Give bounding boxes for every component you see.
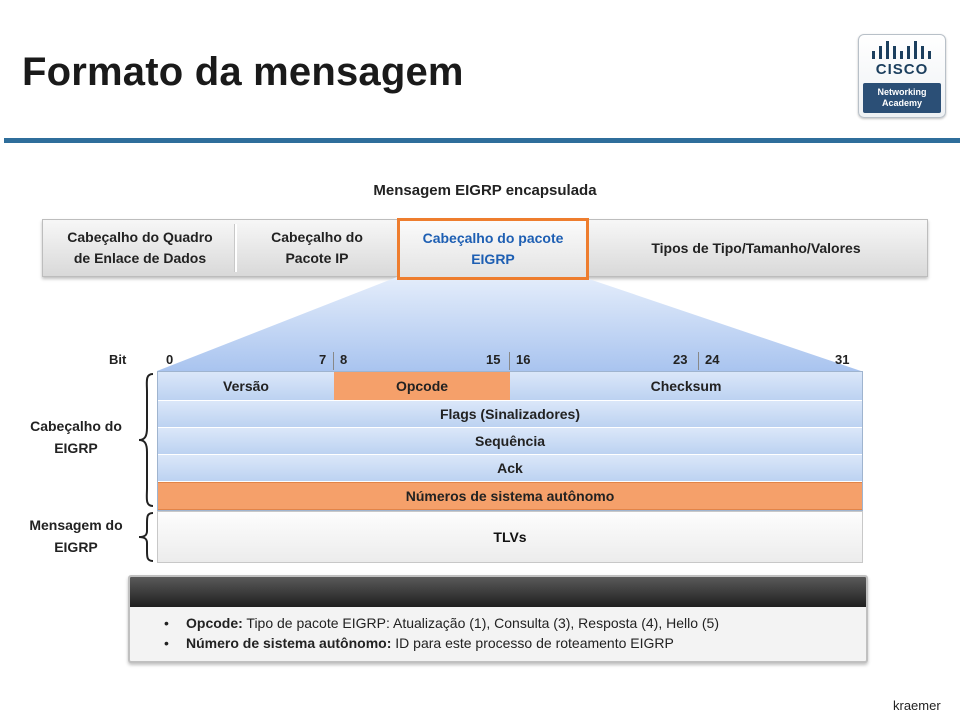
- field-as-numbers: Números de sistema autônomo: [158, 482, 862, 510]
- cisco-wordmark: CISCO: [875, 61, 929, 78]
- bit-31: 31: [835, 352, 850, 367]
- bit-7: 7: [319, 352, 327, 367]
- author-credit: kraemer: [893, 698, 941, 713]
- academy-line-1: Networking: [877, 87, 927, 97]
- note-as-number-text: ID para este processo de roteamento EIGRP: [391, 635, 674, 651]
- field-checksum: Checksum: [650, 378, 722, 394]
- eigrp-header-highlight: [397, 218, 589, 280]
- field-version: Versão: [223, 378, 269, 394]
- bit-24: 24: [705, 352, 720, 367]
- bit-tick: [333, 352, 334, 370]
- header-side-line-1: Cabeçalho do: [30, 418, 122, 434]
- tlv-types-cell: Tipos de Tipo/Tamanho/Valores: [651, 239, 861, 256]
- note-as-number-term: Número de sistema autônomo:: [186, 635, 392, 651]
- bit-tick: [509, 352, 510, 370]
- field-opcode: Opcode: [334, 372, 510, 400]
- bit-16: 16: [516, 352, 531, 367]
- field-tlvs: TLVs: [157, 511, 863, 563]
- field-flags: Flags (Sinalizadores): [158, 401, 862, 428]
- page-title: Formato da mensagem: [22, 50, 464, 94]
- encapsulated-title: Mensagem EIGRP encapsulada: [373, 182, 597, 199]
- eigrp-header-line-1: Cabeçalho do pacote: [422, 230, 564, 246]
- bit-label: Bit: [109, 352, 127, 367]
- field-row-1: [158, 372, 862, 401]
- eigrp-header-fields: [157, 371, 863, 511]
- bit-tick: [698, 352, 699, 370]
- frame-header-line-1: Cabeçalho do Quadro: [67, 229, 213, 245]
- bit-8: 8: [340, 352, 348, 367]
- bit-23: 23: [673, 352, 688, 367]
- message-side-line-2: EIGRP: [54, 539, 98, 555]
- bit-0: 0: [166, 352, 174, 367]
- header-side-line-2: EIGRP: [54, 440, 98, 456]
- eigrp-header-line-2: EIGRP: [471, 251, 515, 267]
- note-opcode-text: Tipo de pacote EIGRP: Atualização (1), Consulta (3), Resposta (4), Hello (5): [242, 615, 719, 631]
- ip-header-line-2: Pacote IP: [285, 250, 349, 266]
- message-side-line-1: Mensagem do: [29, 517, 123, 533]
- field-ack: Ack: [158, 455, 862, 482]
- field-sequence: Sequência: [158, 428, 862, 455]
- bit-15: 15: [486, 352, 501, 367]
- academy-line-2: Academy: [881, 98, 923, 108]
- note-opcode-term: Opcode:: [186, 615, 243, 631]
- ip-header-line-1: Cabeçalho do: [271, 229, 363, 245]
- frame-header-line-2: de Enlace de Dados: [73, 250, 207, 266]
